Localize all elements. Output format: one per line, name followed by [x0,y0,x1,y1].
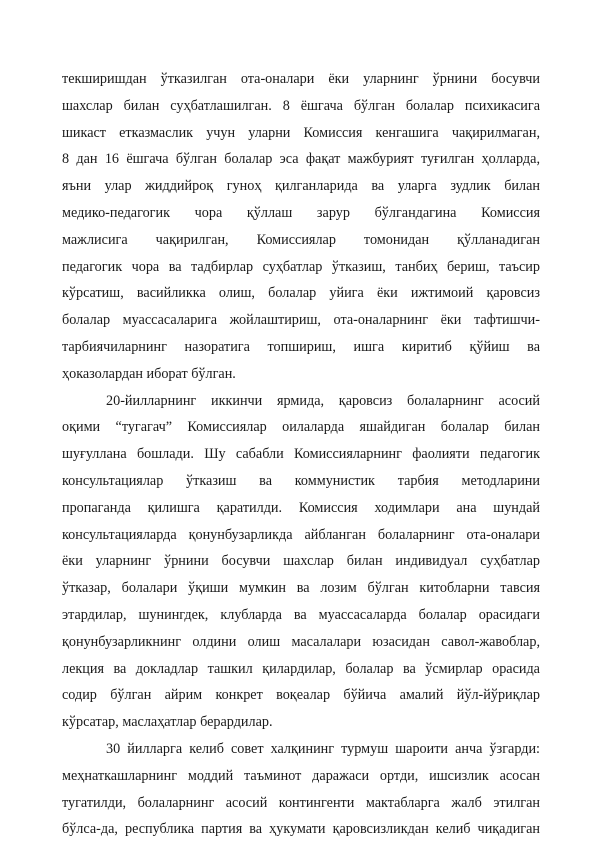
text-line: текширишдан ўтказилган ота-оналари ёки уларнинг ўрнини босувчи [62,71,540,87]
text-line: пропаганда қилишга қаратилди. Комиссия ходимлари ана шундай [62,499,540,516]
text-line: оқими “тугагач” Комиссиялар оилаларда яшайдиган болалар билан [62,419,540,436]
text-line: ёки уларнинг ўрнини босувчи шахслар билан индивидуал суҳбатлар [62,553,540,570]
text-line: 8 дан 16 ёшгача бўлган болалар эса фақат мажбурият туғилган ҳолларда, [62,151,540,168]
text-line: шахслар билан суҳбатлашилган. 8 ёшгача бўлган болалар психикасига [62,97,540,114]
text-line: кўрсатар, маслаҳатлар берардилар. [62,714,273,731]
text-line: бўлса-да, республика партия ва ҳукумати қаровсизликдан келиб чиқадиган [62,821,540,838]
text-line: педагогик чора ва тадбирлар суҳбатлар ўтказиш, танбиҳ бериш, таъсир [62,258,540,275]
text-line: шикаст етказмаслик учун уларни Комиссия кенгашига чақирилмаган, [62,124,540,141]
text-line: ўтказар, болалари ўқиши мумкин ва лозим бўлган китобларни тавсия [62,580,540,597]
text-line: содир бўлган айрим конкрет воқеалар бўйича амалий йўл-йўриқлар [62,687,540,704]
text-line: ҳоказолардан иборат бўлган. [62,365,236,382]
text-line: 20-йилларнинг иккинчи ярмида, қаровсиз болаларнинг асосий [106,392,540,409]
text-line: консультациялар ўтказиш ва коммунистик тарбия методларини [62,472,540,489]
text-line: тарбиячиларнинг назоратига топшириш, ишга киритиб қўйиш ва [62,338,540,355]
text-line: меҳнаткашларнинг моддий таъминот даражаси ортди, ишсизлик асосан [62,767,540,784]
text-line: консультацияларда қонунбузарликда айбланган болаларнинг ота-оналари [62,526,540,543]
text-line: яъни улар жиддийроқ гуноҳ қилганларида ва уларга зудлик билан [62,178,540,195]
text-line: кўрсатиш, васийликка олиш, болалар уйига ёки ижтимоий қаровсиз [62,285,540,302]
text-line: мажлисига чақирилган, Комиссиялар томонидан қўлланадиган [62,231,540,248]
body-text [62,66,540,843]
text-line: этардилар, шунингдек, клубларда ва муассасаларда болалар орасидаги [62,606,540,623]
text-line: тугатилди, болаларнинг асосий контингенти мактабларга жалб этилган [62,794,540,811]
text-line: 30 йилларга келиб совет халқининг турмуш шароити анча ўзгарди: [106,740,540,757]
text-line: қонунбузарликнинг олдини олиш масалалари юзасидан савол-жавоблар, [62,633,540,650]
text-line: медико-педагогик чора қўллаш зарур бўлгандагина Комиссия [62,204,540,221]
text-line: болалар муассасаларига жойлаштириш, ота-оналарнинг ёки тафтишчи- [62,312,540,329]
text-line: лекция ва докладлар ташкил қилардилар, болалар ва ўсмирлар орасида [62,660,540,677]
text-line: шуғуллана бошлади. Шу сабабли Комиссияларнинг фаолияти педагогик [62,446,540,463]
